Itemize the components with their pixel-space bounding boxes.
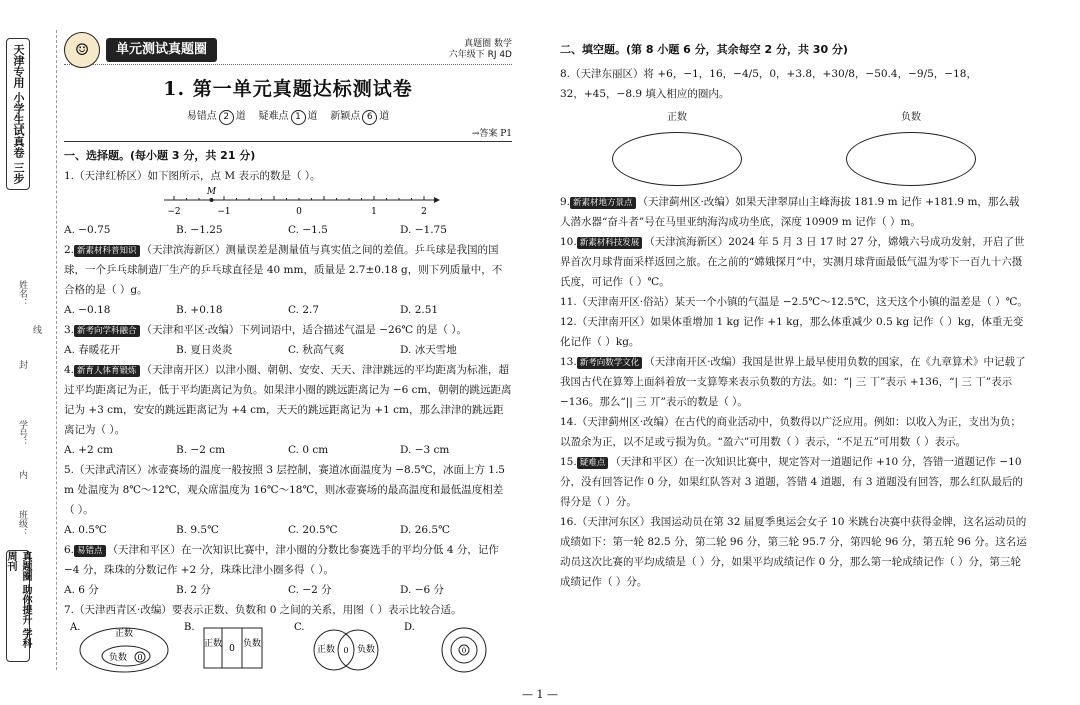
strip-bottom-logo: 真题圈 助你提升 学科 周刊 (6, 550, 30, 662)
q10-text: （天津滨海新区）2024 年 5 月 3 日 17 时 27 分，嫦娥六号成功发射，开启了世界首次月球背面采样返回之旅。在之前的“嫦娥探月”中，实测月球背面最低气温为零下一百九十六摄氏度，可记作（ ）℃。 (560, 236, 1025, 288)
venn-c-label[interactable]: C. (294, 622, 305, 633)
number-line (64, 186, 512, 220)
brand-info (449, 39, 512, 61)
seal-label: 封 (17, 360, 27, 369)
tick-label: −2 (167, 207, 181, 217)
q8-ovals (560, 108, 1028, 186)
q6-options (64, 580, 512, 600)
q9-tag: 新素材地方景点 (570, 197, 636, 209)
q5-options (64, 520, 512, 540)
stat-novel-count: 6 (362, 110, 377, 125)
venn-c-pos: 正数 (316, 645, 336, 655)
q5-option-c[interactable]: C. 20.5℃ (288, 524, 338, 536)
q2-number: 2. (64, 244, 75, 256)
q1-option-c[interactable]: C. −1.5 (288, 224, 328, 236)
q4-number: 4. (64, 364, 75, 376)
oval-negative (846, 108, 976, 186)
q2-option-c[interactable]: C. 2.7 (288, 304, 320, 316)
point-m (210, 198, 214, 202)
inside-label: 内 (17, 470, 27, 479)
question-2 (64, 240, 512, 300)
q2-options (64, 300, 512, 320)
stat-unit-1: 道 (235, 111, 246, 122)
page-number: — 1 — (522, 688, 558, 701)
q6-number: 6. (64, 544, 75, 556)
name-label: 姓名： (17, 280, 27, 307)
left-column (64, 36, 512, 681)
q5-option-d[interactable]: D. 26.5℃ (400, 524, 450, 536)
header-bar (64, 36, 512, 65)
venn-d-zero: 0 (461, 647, 467, 655)
q4-option-b[interactable]: B. −2 cm (176, 444, 226, 456)
question-16: 16.（天津河东区）我国运动员在第 32 届夏季奥运会女子 10 米跳台决赛中获得金牌，这名运动员的成绩如下：第一轮 82.5 分，第二轮 96 分，第三轮 95.7 分，第四轮 96 分，第五轮 96 分。这名运动员这次比赛的平均成绩是（ ）分，如果平均成绩记作 0 分，那么第一轮成绩记作（ ）分，第三轮成绩记作（ ）分。 (560, 516, 1027, 588)
q6-tag: 易错点 (74, 545, 106, 557)
q15-tag: 疑难点 (577, 457, 609, 469)
oval-positive-area[interactable] (612, 132, 742, 186)
q3-option-c[interactable]: C. 秋高气爽 (288, 344, 345, 356)
q6-text: （天津和平区）在一次知识比赛中，津小圈的分数比参赛选手的平均分低 4 分，记作 −4 分，珠珠的分数记作 +2 分，珠珠比津小圈多得（ ）。 (64, 544, 499, 576)
q2-option-a[interactable]: A. −0.18 (64, 304, 111, 316)
point-m-label: M (206, 187, 217, 197)
stat-novel-label: 新颖点 (330, 111, 361, 122)
q6-option-c[interactable]: C. −2 分 (288, 584, 332, 596)
q13-text: （天津南开区·改编）我国是世界上最早使用负数的国家，在《九章算术》中记载了我国古代在算筹上面斜着放一支算筹来表示负数的方法。如：“| 三 丅”表示 +136，“| 三 丅”表示 −136。那么“|| 三 丌”表示的数是（ ）。 (560, 356, 1026, 408)
q13-tag: 新考向数学文化 (577, 357, 643, 369)
answer-reference: →答案 P1 (64, 127, 512, 142)
section-fill-title: 二、填空题。(第 8 小题 6 分，其余每空 2 分，共 30 分) (560, 43, 848, 56)
oval-positive-label: 正数 (667, 112, 687, 123)
question-7: 7.（天津西青区·改编）要表示正数、负数和 0 之间的关系，用图（ ）表示比较合适。 (64, 604, 462, 616)
question-14: 14.（天津蓟州区·改编）在古代的商业活动中，负数得以广泛应用。例如：以收入为正，支出为负；以盈余为正，以不足或亏损为负。“盈六”可用数（ ）表示，“不足五”可用数（ ）表示。 (560, 416, 1022, 448)
q3-number: 3. (64, 324, 75, 336)
q2-option-b[interactable]: B. +0.18 (176, 304, 223, 316)
question-11: 11.（天津南开区·俗站）某天一个小镇的气温是 −2.5℃～12.5℃，这天这个小镇的温差是（ ）℃。 (560, 296, 1028, 308)
venn-b-pos: 正数 (203, 639, 223, 649)
venn-a-zero: 0 (137, 653, 143, 662)
tick-label: −1 (217, 207, 231, 217)
q4-options (64, 440, 512, 460)
section-choice-title: 一、选择题。(每小题 3 分，共 21 分) (64, 149, 256, 162)
venn-d-label[interactable]: D. (404, 622, 415, 633)
q4-option-c[interactable]: C. 0 cm (288, 444, 329, 456)
venn-c-neg: 负数 (356, 645, 376, 655)
page-title: 1. 第一单元真题达标测试卷 (163, 78, 413, 100)
q1-option-b[interactable]: B. −1.25 (176, 224, 223, 236)
venn-b-label[interactable]: B. (184, 622, 195, 633)
q3-option-a[interactable]: A. 春暖花开 (64, 344, 121, 356)
venn-a-label[interactable]: A. (70, 622, 81, 633)
q4-option-d[interactable]: D. −3 cm (400, 444, 450, 456)
q5-option-a[interactable]: A. 0.5℃ (64, 524, 107, 536)
binding-strip (0, 30, 57, 670)
q6-option-d[interactable]: D. −6 分 (400, 584, 445, 596)
q4-option-a[interactable]: A. +2 cm (64, 444, 113, 456)
oval-negative-area[interactable] (846, 132, 976, 186)
tick-label: 0 (296, 207, 302, 217)
line-label: 线 (31, 325, 41, 334)
venn-c-zero: 0 (343, 646, 349, 655)
q4-text: （天津南开区）以津小圈、朝朝、安安、天天、津津跳远的平均距离为标准，超过平均距离记为正，低于平均距离记为负。如果津小圈的跳远距离记为 −6 cm，朝朝的跳远距离记为 +3 cm，安安的跳远距离记为 +4 cm，天天的跳远距离记为 +1 cm，那么津津的跳远距离记为（ ）。 (64, 364, 512, 436)
tick-label: 2 (421, 207, 427, 217)
q3-text: （天津和平区·改编）下列词语中，适合描述气温是 −26℃ 的是（ ）。 (141, 324, 468, 336)
question-12: 12.（天津南开区）如果体重增加 1 kg 记作 +1 kg，那么体重减少 0.5 kg 记作（ ）kg，体重无变化记作（ ）kg。 (560, 316, 1024, 348)
q9-number: 9. (560, 196, 571, 208)
q15-number: 15. (560, 456, 577, 468)
q4-tag: 新育人体育锻炼 (74, 365, 140, 377)
question-1: 1.（天津红桥区）如下图所示，点 M 表示的数是（ ）。 (64, 170, 321, 182)
right-column (560, 40, 1028, 592)
question-4 (64, 360, 512, 440)
q2-option-d[interactable]: D. 2.51 (400, 304, 439, 316)
venn-a-pos: 正数 (114, 629, 134, 639)
stat-unit-3: 道 (379, 111, 390, 122)
venn-b-zero: 0 (229, 644, 235, 654)
q15-text: （天津和平区）在一次知识比赛中，规定答对一道题记作 +10 分，答错一道题记作 −10 分，没有回答记作 0 分，如果红队答对 3 道题，答错 4 道题，有 3 道题没有回答，那么红队最后的得分是（ ）分。 (560, 456, 1023, 508)
venn-a-neg: 负数 (108, 653, 128, 663)
stat-error-label: 易错点 (186, 111, 217, 122)
question-10 (560, 232, 1028, 292)
q6-option-b[interactable]: B. 2 分 (176, 584, 211, 596)
q3-option-b[interactable]: B. 夏日炎炎 (176, 344, 233, 356)
q1-option-a[interactable]: A. −0.75 (64, 224, 111, 236)
venn-options (64, 620, 512, 674)
q10-tag: 新素材科技发展 (577, 237, 643, 249)
q5-option-b[interactable]: B. 9.5℃ (176, 524, 219, 536)
question-9 (560, 192, 1028, 232)
q3-options (64, 340, 512, 360)
question-3 (64, 320, 512, 340)
difficulty-stats (64, 107, 512, 127)
number-line-svg (64, 186, 512, 220)
stat-error-count: 2 (219, 110, 234, 125)
tick-label: 1 (371, 207, 377, 217)
student-id-label: 学号： (17, 420, 27, 447)
mascot-avatar: ☺ (64, 32, 100, 68)
question-5: 5.（天津武清区）冰壶赛场的温度一般按照 3 层控制，赛道冰面温度为 −8.5℃，冰面上方 1.5 m 处温度为 8℃～12℃，观众席温度为 16℃～18℃，则冰壶赛场的最高温度和最低温度相差（ ）。 (64, 464, 505, 516)
q2-text: （天津滨海新区）测量误差是测量值与真实值之间的差值。乒乓球是我国的国球，一个乒乓球制造厂生产的乒乓球直径是 40 mm，质量是 2.7±0.18 g，则下列质量中，不合格的是（ ）g。 (64, 244, 503, 296)
q3-tag: 新考向学科融合 (74, 325, 140, 337)
stat-hard-label: 疑难点 (258, 111, 289, 122)
stat-unit-2: 道 (307, 111, 318, 122)
q6-option-a[interactable]: A. 6 分 (64, 584, 99, 596)
strip-logo: 天津专用 小学生试真卷 三步 (6, 38, 30, 190)
banner: 单元测试真题圈 (106, 38, 217, 62)
question-8: 8.（天津东丽区）将 +6，−1，16，−4/5，0，+3.8，+30/8，−50.4，−9/5，−18，32，+45，−8.9 填入相应的圈内。 (560, 68, 977, 100)
q1-options (64, 220, 512, 240)
q10-number: 10. (560, 236, 577, 248)
q9-text: （天津蓟州区·改编）如果天津翠屏山主峰海拔 181.9 m 记作 +181.9 m，那么载人潜水器“奋斗者”号在马里亚纳海沟成功坐底，深度 10909 m 记作（ ）m。 (560, 196, 1020, 228)
question-15 (560, 452, 1028, 512)
oval-positive (612, 108, 742, 186)
question-13 (560, 352, 1028, 412)
stat-hard-count: 1 (291, 110, 306, 125)
q13-number: 13. (560, 356, 577, 368)
brand: 真题圈 数学 (464, 39, 512, 49)
class-label: 班级： (17, 510, 27, 537)
q1-option-d[interactable]: D. −1.75 (400, 224, 447, 236)
q3-option-d[interactable]: D. 冰天雪地 (400, 344, 457, 356)
grade: 六年级下 RJ 4D (448, 50, 512, 60)
venn-b-neg: 负数 (242, 639, 262, 649)
oval-negative-label: 负数 (901, 112, 921, 123)
question-6 (64, 540, 512, 580)
q2-tag: 新素材科普知识 (74, 245, 140, 257)
